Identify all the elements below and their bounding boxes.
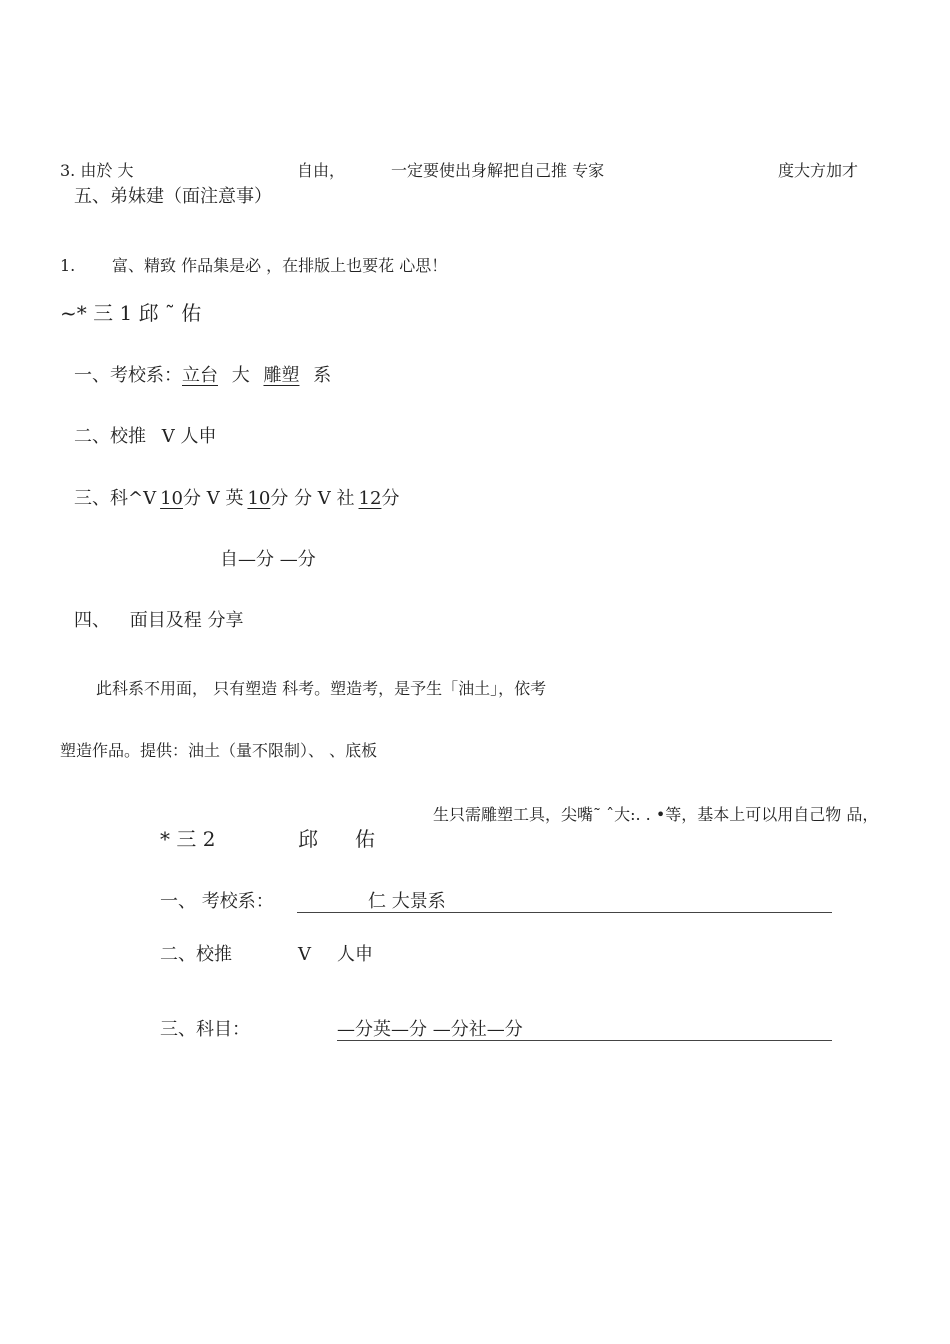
block1-row3-label: 三、科^V [74, 488, 157, 509]
top-note-part1: 3. 由於 大 [60, 161, 134, 180]
block2-name2: 佑 [355, 827, 375, 851]
block2-row1-label: 一、 考校系： [160, 891, 274, 912]
block1-row3-t1: 分 V 英 [183, 488, 244, 509]
tip1-text: 富、精致 作品集是必 ，在排版上也要花 心思！ [112, 256, 448, 275]
block1-mid: 大 [231, 365, 250, 386]
block1-row2 [74, 428, 216, 446]
block1-title: ~* 三 1 邱 ˜ 佑 [60, 301, 202, 325]
para-line2: 塑造作品。提供：油土（量不限制）、 、底板 [60, 741, 378, 760]
block2-row2-value: 人申 [337, 944, 373, 965]
block1-school: 立台 [182, 365, 218, 386]
block1-row3-t3: 分 [381, 488, 400, 509]
section5-heading-close: ） [254, 186, 272, 207]
block1-row2-label: 二、校推 [74, 426, 146, 447]
para-line1: 此科系不用面， 只有塑造 科考。塑造考，是予生「油土」，依考 [96, 679, 547, 698]
block1-score1: 10 [160, 488, 183, 509]
tip1-number: 1. [60, 256, 76, 275]
block1-tail: 系 [313, 365, 332, 386]
section5-heading [74, 188, 272, 206]
top-note-part3: 一定要使出身解把自己推 专家 [391, 161, 605, 180]
block2-row1-value: 仁 大景系 [368, 891, 446, 912]
block1-row4 [74, 612, 243, 630]
block1-dept: 雕塑 [263, 365, 300, 386]
block1-score2: 10 [247, 488, 271, 509]
block2-row2-label: 二、校推 [160, 944, 232, 965]
block2-row2-v: V [298, 944, 311, 965]
block1-row4-label: 四、 [74, 610, 110, 631]
section5-heading-text: 五、弟妹建（面注意事 [74, 186, 254, 207]
block1-row4-value: 面目及程 分享 [129, 610, 244, 631]
block1-row2-value: V 人申 [161, 426, 217, 447]
block2-title: * 三 2 [160, 827, 216, 851]
block1-row1 [74, 367, 331, 385]
block2-row3-underline [337, 1040, 832, 1041]
block1-score3: 12 [358, 488, 382, 509]
block2-name1: 邱 [298, 827, 318, 851]
block1-row3b: 自—分 —分 [220, 549, 316, 570]
block2-row3-label: 三、科目： [160, 1019, 250, 1040]
top-note-part2: 自由， [297, 161, 346, 180]
block2-row1-underline [297, 912, 832, 913]
block1-row1-label: 一、考校系： [74, 365, 182, 386]
block1-row3 [74, 490, 399, 508]
para-line3: 生只需雕塑工具，尖嘴˜ ˆ大:. . •等，基本上可以用自己物 品， [433, 805, 879, 824]
block1-row3-t2: 分 分 V 社 [270, 488, 355, 509]
block2-row3-value: —分英—分 —分社—分 [337, 1019, 523, 1040]
top-note-part4: 度大方加才 [778, 161, 859, 180]
